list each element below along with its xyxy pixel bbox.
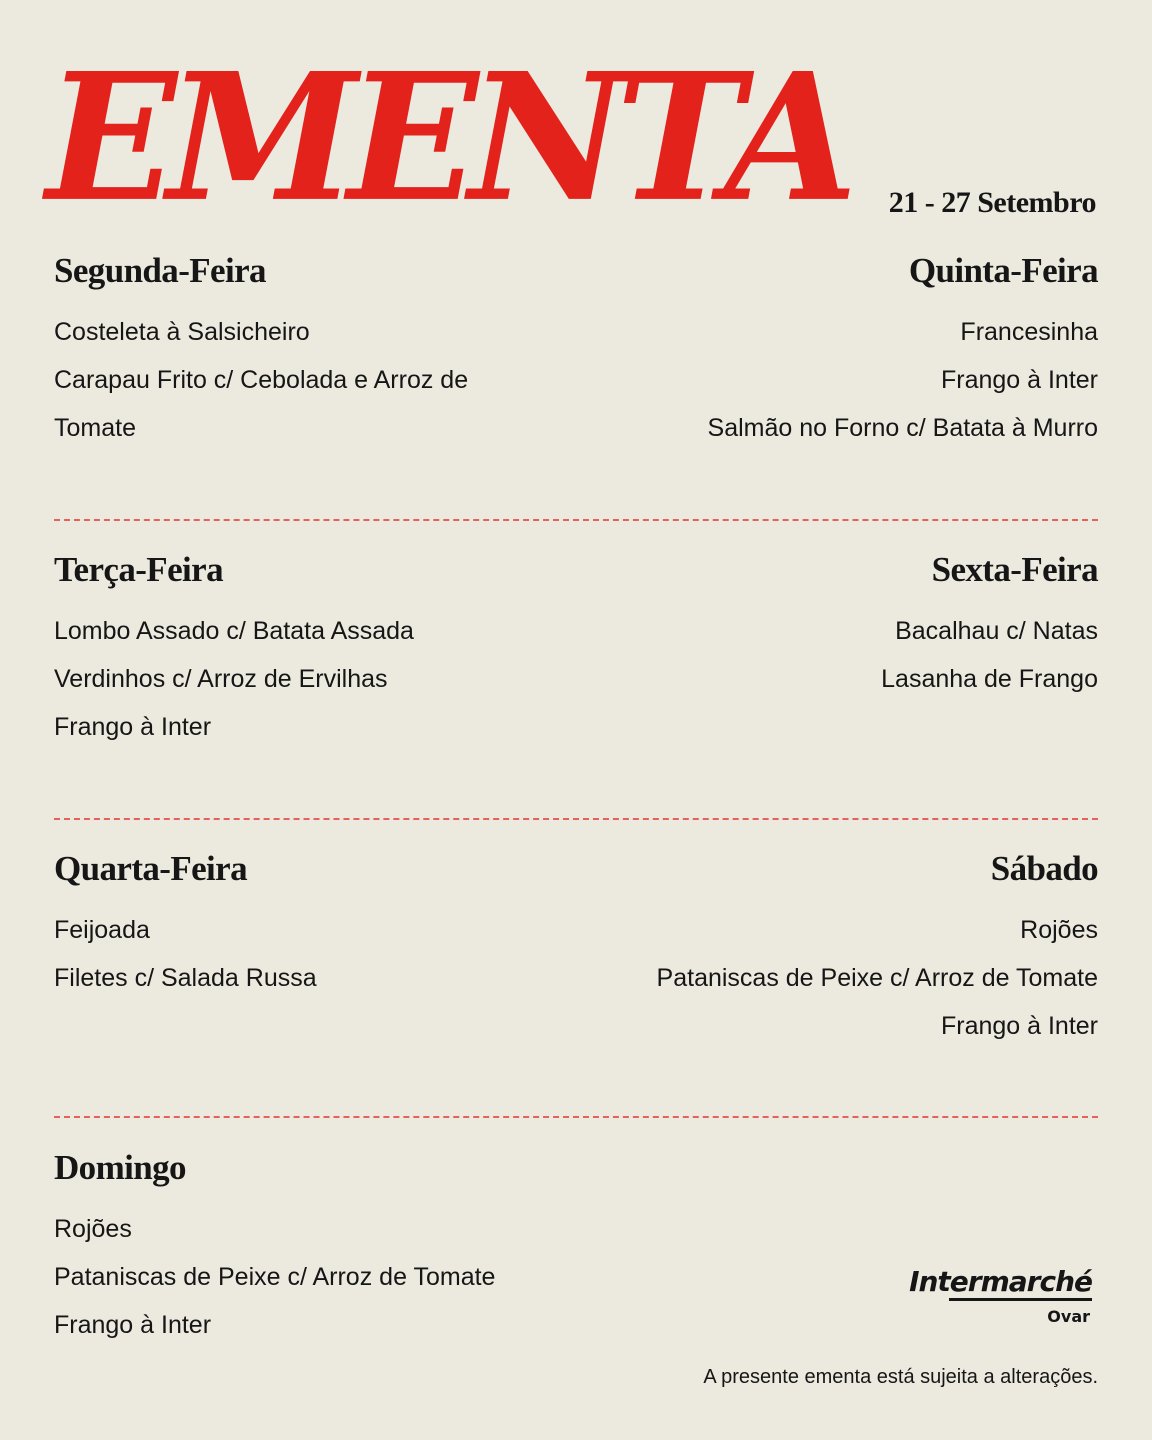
day-friday xyxy=(538,552,1098,703)
dish-item: Filetes c/ Salada Russa xyxy=(54,964,317,992)
dish-item: Feijoada xyxy=(54,916,150,944)
dish-item: Rojões xyxy=(1020,916,1098,944)
dish-item: Verdinhos c/ Arroz de Ervilhas xyxy=(54,665,388,693)
dish-item: Salmão no Forno c/ Batata à Murro xyxy=(707,414,1098,442)
day-saturday xyxy=(538,851,1098,1050)
dish-item: Costeleta à Salsicheiro xyxy=(54,318,310,346)
dish-item: Lasanha de Frango xyxy=(881,665,1098,693)
dish-item: Frango à Inter xyxy=(940,1012,1098,1040)
day-name: Quinta-Feira xyxy=(908,251,1098,290)
day-wednesday xyxy=(54,851,614,1002)
section-divider xyxy=(54,519,1098,521)
day-name: Quarta-Feira xyxy=(54,849,248,888)
brand-location: Ovar xyxy=(1047,1307,1090,1326)
day-name: Segunda-Feira xyxy=(54,251,266,290)
day-sunday xyxy=(54,1150,614,1349)
section-divider xyxy=(54,1116,1098,1118)
disclaimer-note: A presente ementa está sujeita a alterações. xyxy=(703,1366,1098,1388)
dish-item: Pataniscas de Peixe c/ Arroz de Tomate xyxy=(656,964,1098,992)
section-divider xyxy=(54,818,1098,820)
dish-item: Francesinha xyxy=(960,318,1098,346)
day-name: Domingo xyxy=(54,1148,186,1187)
dish-item: Pataniscas de Peixe c/ Arroz de Tomate xyxy=(54,1263,496,1291)
day-monday xyxy=(54,253,614,452)
day-name: Terça-Feira xyxy=(54,550,223,589)
dish-item: Rojões xyxy=(54,1215,132,1243)
dish-item: Lombo Assado c/ Batata Assada xyxy=(54,617,414,645)
menu-title: EMENTA xyxy=(46,33,848,241)
day-name: Sexta-Feira xyxy=(931,550,1098,589)
dish-item: Frango à Inter xyxy=(940,366,1098,394)
dish-item: Carapau Frito c/ Cebolada e Arroz de Tomate xyxy=(54,366,469,442)
day-tuesday xyxy=(54,552,614,751)
day-thursday xyxy=(538,253,1098,452)
dish-item: Bacalhau c/ Natas xyxy=(895,617,1098,645)
brand-name: Intermarché xyxy=(909,1265,1092,1298)
day-name: Sábado xyxy=(990,849,1098,888)
dish-item: Frango à Inter xyxy=(54,1311,212,1339)
dish-item: Frango à Inter xyxy=(54,713,212,741)
brand-logo xyxy=(909,1265,1092,1326)
brand-underline xyxy=(949,1298,1092,1301)
date-range: 21 - 27 Setembro xyxy=(888,186,1096,219)
